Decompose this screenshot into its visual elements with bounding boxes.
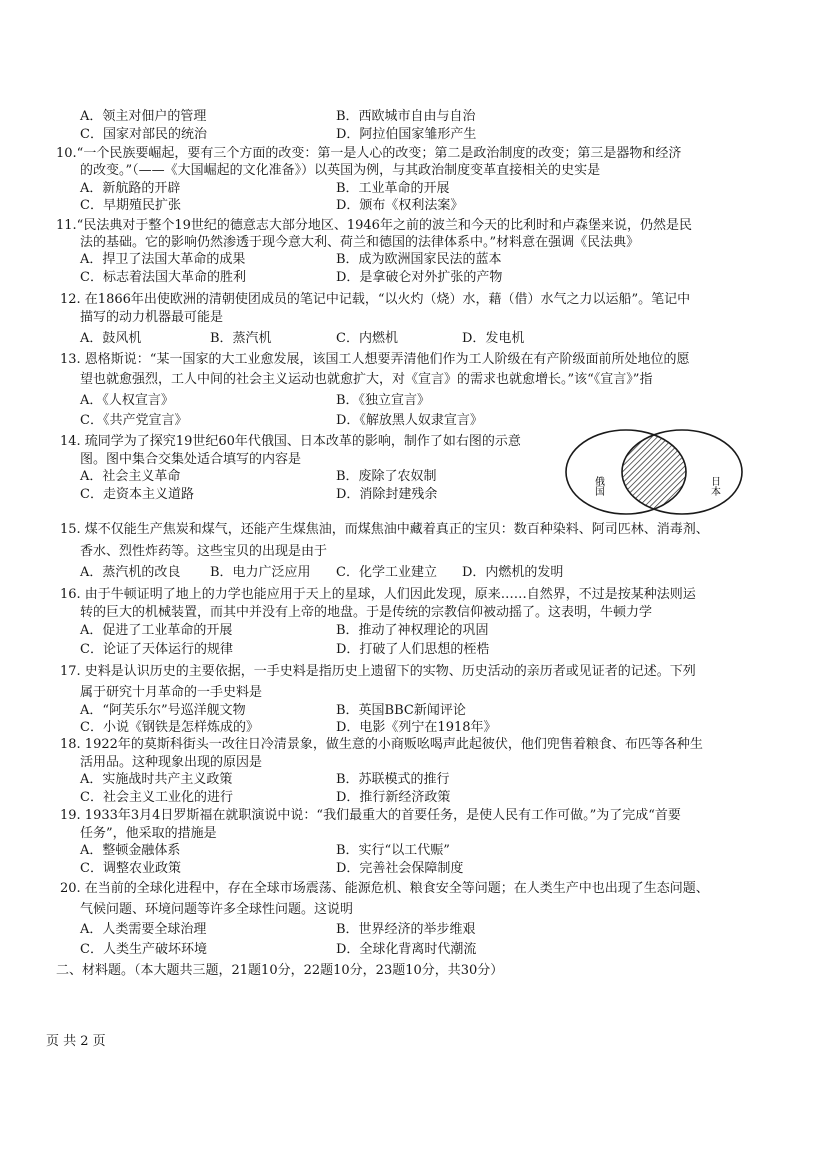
q12-stem-line2: 描写的动力机器最可能是 bbox=[80, 310, 224, 325]
q19-option-d: D．完善社会保障制度 bbox=[336, 861, 464, 876]
q18-option-b: B．苏联模式的推行 bbox=[336, 772, 450, 787]
q17-stem-line1: 17. 史料是认识历史的主要依据，一手史料是指历史上遗留下的实物、历史活动的亲历者或见证者的记述。下列 bbox=[60, 664, 696, 679]
q14-option-c: C．走资本主义道路 bbox=[80, 487, 194, 502]
q19-stem-line2: 任务”，他采取的措施是 bbox=[80, 826, 217, 841]
q10-option-a: A．新航路的开辟 bbox=[80, 181, 181, 196]
venn-label-right: 日本 bbox=[708, 476, 720, 496]
q9-option-a: A．领主对佃户的管理 bbox=[80, 109, 207, 124]
q16-stem-line1: 16. 由于牛顿证明了地上的力学也能应用于天上的星球，人们因此发现，原来……自然界，不过是按某种法则运 bbox=[60, 587, 696, 602]
q17-option-a: A．“阿芙乐尔”号巡洋舰文物 bbox=[80, 703, 246, 718]
q18-option-d: D．推行新经济政策 bbox=[336, 790, 451, 805]
q20-option-b: B．世界经济的举步维艰 bbox=[336, 922, 476, 937]
q19-option-c: C．调整农业政策 bbox=[80, 861, 181, 876]
q14-option-d: D．消除封建残余 bbox=[336, 487, 438, 502]
q10-option-b: B．工业革命的开展 bbox=[336, 181, 450, 196]
q15-option-b: B．电力广泛应用 bbox=[210, 565, 311, 580]
q11-option-b: B．成为欧洲国家民法的蓝本 bbox=[336, 252, 502, 267]
q17-stem-line2: 属于研究十月革命的一手史料是 bbox=[80, 685, 263, 700]
q13-option-b: B．《独立宣言》 bbox=[336, 393, 431, 408]
q14-option-a: A．社会主义革命 bbox=[80, 469, 181, 484]
q10-stem-line1: 10.“一个民族要崛起，要有三个方面的改变：第一是人心的改变；第二是政治制度的改变；第三是器物和经济 bbox=[56, 146, 682, 161]
q13-stem-line1: 13. 恩格斯说：“某一国家的大工业愈发展，该国工人想要弄清他们作为工人阶级在有产阶级面前所处地位的愿 bbox=[60, 352, 690, 367]
q18-option-c: C．社会主义工业化的进行 bbox=[80, 790, 233, 805]
q11-stem-line1: 11.“民法典对于整个19世纪的德意志大部分地区、1946年之前的波兰和今天的比利时和卢森堡来说，仍然是民 bbox=[56, 218, 692, 233]
q15-option-c: C．化学工业建立 bbox=[336, 565, 437, 580]
q10-stem-line2: 的改变。”（——《大国崛起的文化准备》）以英国为例，与其政治制度变革直接相关的史实是 bbox=[80, 163, 601, 178]
q12-option-a: A．鼓风机 bbox=[80, 331, 142, 346]
q14-stem-line2: 图。图中集合交集处适合填写的内容是 bbox=[80, 452, 302, 467]
q19-option-b: B．实行“以工代赈” bbox=[336, 843, 450, 858]
q13-stem-line2: 望也就愈强烈，工人中间的社会主义运动也就愈扩大，对《宣言》的需求也就愈增长。”该“《宣言》”指 bbox=[80, 372, 653, 387]
q11-stem-line2: 法的基础。它的影响仍然渗透于现今意大利、荷兰和德国的法律体系中。”材料意在强调《民法典》 bbox=[80, 235, 640, 250]
q20-option-d: D．全球化背离时代潮流 bbox=[336, 942, 477, 957]
q16-option-c: C．论证了天体运行的规律 bbox=[80, 642, 233, 657]
q15-option-a: A．蒸汽机的改良 bbox=[80, 565, 181, 580]
q11-option-a: A．捍卫了法国大革命的成果 bbox=[80, 252, 246, 267]
venn-diagram-svg bbox=[564, 428, 744, 516]
q19-option-a: A．整顿金融体系 bbox=[80, 843, 181, 858]
q16-option-d: D．打破了人们思想的桎梏 bbox=[336, 642, 490, 657]
q18-option-a: A．实施战时共产主义政策 bbox=[80, 772, 233, 787]
q17-option-d: D．电影《列宁在1918年》 bbox=[336, 720, 497, 735]
q11-option-d: D．是拿破仑对外扩张的产物 bbox=[336, 270, 503, 285]
section-2-heading: 二、材料题。（本大题共三题，21题10分，22题10分，23题10分，共30分） bbox=[56, 963, 504, 978]
q18-stem-line2: 活用品。这种现象出现的原因是 bbox=[80, 755, 263, 770]
q14-option-b: B．废除了农奴制 bbox=[336, 469, 437, 484]
q15-stem-line1: 15. 煤不仅能生产焦炭和煤气，还能产生煤焦油，而煤焦油中藏着真正的宝贝：数百种染料、阿司匹林、消毒剂、 bbox=[60, 522, 709, 537]
q20-stem-line2: 气候问题、环境问题等许多全球性问题。这说明 bbox=[80, 902, 354, 917]
q15-stem-line2: 香水、烈性炸药等。这些宝贝的出现是由于 bbox=[80, 544, 328, 559]
q20-option-a: A．人类需要全球治理 bbox=[80, 922, 207, 937]
q16-option-a: A．促进了工业革命的开展 bbox=[80, 623, 233, 638]
page-footer: 页 共 2 页 bbox=[46, 1034, 106, 1049]
q9-option-c: C．国家对部民的统治 bbox=[80, 127, 207, 142]
q11-option-c: C．标志着法国大革命的胜利 bbox=[80, 270, 246, 285]
venn-label-left: 俄国 bbox=[592, 476, 604, 496]
q10-option-c: C．早期殖民扩张 bbox=[80, 198, 181, 213]
q20-option-c: C．人类生产破坏环境 bbox=[80, 942, 207, 957]
q10-option-d: D．颁布《权利法案》 bbox=[336, 198, 464, 213]
q12-option-d: D．发电机 bbox=[462, 331, 525, 346]
q17-option-c: C．小说《钢铁是怎样炼成的》 bbox=[80, 720, 259, 735]
q9-option-d: D．阿拉伯国家雏形产生 bbox=[336, 127, 477, 142]
q15-option-d: D．内燃机的发明 bbox=[462, 565, 564, 580]
q19-stem-line1: 19. 1933年3月4日罗斯福在就职演说中说：“我们最重大的首要任务，是使人民有工作可做。”为了完成“首要 bbox=[60, 808, 681, 823]
venn-diagram bbox=[564, 428, 744, 516]
q9-option-b: B．西欧城市自由与自治 bbox=[336, 109, 476, 124]
q14-stem-line1: 14. 琉同学为了探究19世纪60年代俄国、日本改革的影响，制作了如右图的示意 bbox=[60, 434, 521, 449]
q13-option-a: A．《人权宣言》 bbox=[80, 393, 174, 408]
q20-stem-line1: 20. 在当前的全球化进程中，存在全球市场震荡、能源危机、粮食安全等问题；在人类生产中也出现了生态问题、 bbox=[60, 881, 709, 896]
q12-option-c: C．内燃机 bbox=[336, 331, 398, 346]
q12-stem-line1: 12. 在1866年出使欧洲的清朝使团成员的笔记中记载，“以火灼（烧）水，藉（借）水气之力以运船”。笔记中 bbox=[60, 292, 691, 307]
q16-option-b: B．推动了神权理论的巩固 bbox=[336, 623, 489, 638]
q13-option-d: D．《解放黑人奴隶宣言》 bbox=[336, 413, 483, 428]
q12-option-b: B．蒸汽机 bbox=[210, 331, 272, 346]
q17-option-b: B．英国BBC新闻评论 bbox=[336, 703, 466, 718]
q13-option-c: C．《共产党宣言》 bbox=[80, 413, 188, 428]
q16-stem-line2: 转的巨大的机械装置，而其中并没有上帝的地盘。于是传统的宗教信仰被动摇了。这表明，牛顿力学 bbox=[80, 605, 653, 620]
q18-stem-line1: 18. 1922年的莫斯科街头一改往日冷清景象，做生意的小商贩吆喝声此起彼伏，他们兜售着粮食、布匹等各种生 bbox=[60, 737, 703, 752]
